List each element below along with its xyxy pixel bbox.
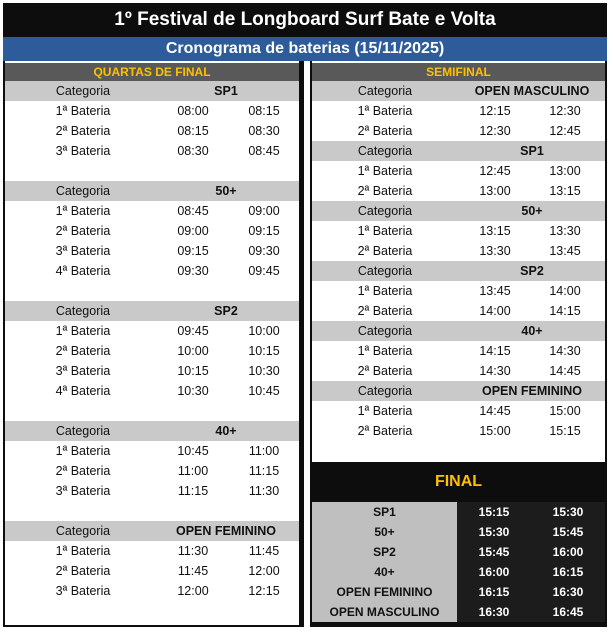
- heat-start-time: 14:45: [479, 404, 511, 418]
- heat-row: [5, 341, 299, 361]
- category-row: [312, 81, 605, 101]
- heat-name: 1ª Bateria: [357, 344, 413, 358]
- final-end-time: 16:00: [531, 542, 605, 562]
- quartas-heading: QUARTAS DE FINAL: [5, 63, 299, 81]
- category-name: OPEN FEMININO: [175, 524, 276, 538]
- heat-end-time: 10:00: [248, 324, 280, 338]
- heat-end-time: 14:45: [549, 364, 581, 378]
- heat-start-time: 08:00: [177, 104, 209, 118]
- final-end-time: 15:30: [531, 502, 605, 522]
- schedule-subtitle: Cronograma de baterias (15/11/2025): [3, 37, 607, 61]
- category-row: [312, 201, 605, 221]
- heat-start-time: 11:00: [177, 464, 209, 478]
- heat-end-time: 09:45: [248, 264, 280, 278]
- heat-name: 2ª Bateria: [55, 224, 111, 238]
- heat-end-time: 11:30: [248, 484, 280, 498]
- final-category: OPEN MASCULINO: [312, 602, 457, 622]
- final-row: [312, 602, 605, 622]
- final-start-time: 15:15: [457, 502, 531, 522]
- heat-start-time: 12:00: [177, 584, 209, 598]
- heat-end-time: 15:00: [549, 404, 581, 418]
- heat-row: [312, 341, 605, 361]
- heat-end-time: 13:30: [549, 224, 581, 238]
- heat-name: 2ª Bateria: [357, 244, 413, 258]
- heat-name: 1ª Bateria: [357, 224, 413, 238]
- category-label: Categoria: [357, 384, 413, 398]
- heat-row: [312, 361, 605, 381]
- category-name: SP1: [520, 144, 544, 158]
- heat-start-time: 08:15: [177, 124, 209, 138]
- heat-start-time: 11:45: [177, 564, 209, 578]
- heat-name: 3ª Bateria: [55, 584, 111, 598]
- heat-name: 3ª Bateria: [55, 484, 111, 498]
- final-category: 40+: [312, 562, 457, 582]
- final-heading: FINAL: [310, 462, 607, 502]
- category-row: [5, 521, 299, 541]
- heat-name: 1ª Bateria: [55, 204, 111, 218]
- heat-start-time: 09:00: [177, 224, 209, 238]
- heat-end-time: 08:45: [248, 144, 280, 158]
- heat-row: [312, 161, 605, 181]
- category-label: Categoria: [357, 144, 413, 158]
- heat-start-time: 10:45: [177, 444, 209, 458]
- heat-name: 1ª Bateria: [357, 164, 413, 178]
- quartas-panel: [5, 61, 299, 625]
- category-row: [5, 181, 299, 201]
- heat-start-time: 13:45: [479, 284, 511, 298]
- heat-end-time: 12:30: [549, 104, 581, 118]
- heat-end-time: 12:00: [248, 564, 280, 578]
- heat-start-time: 10:15: [177, 364, 209, 378]
- final-end-time: 16:15: [531, 562, 605, 582]
- heat-name: 2ª Bateria: [357, 184, 413, 198]
- final-start-time: 16:15: [457, 582, 531, 602]
- heat-row: [5, 581, 299, 601]
- heat-end-time: 08:15: [248, 104, 280, 118]
- heat-end-time: 11:15: [248, 464, 280, 478]
- heat-start-time: 09:15: [177, 244, 209, 258]
- category-label: Categoria: [55, 424, 111, 438]
- heat-end-time: 10:30: [248, 364, 280, 378]
- heat-row: [312, 101, 605, 121]
- heat-end-time: 09:15: [248, 224, 280, 238]
- heat-start-time: 12:45: [479, 164, 511, 178]
- category-name: 40+: [215, 424, 237, 438]
- event-title: 1º Festival de Longboard Surf Bate e Volta: [3, 3, 607, 37]
- final-category: 50+: [312, 522, 457, 542]
- category-name: 50+: [215, 184, 237, 198]
- heat-row: [312, 301, 605, 321]
- heat-start-time: 12:15: [479, 104, 511, 118]
- category-name: OPEN FEMININO: [481, 384, 582, 398]
- heat-start-time: 11:30: [177, 544, 209, 558]
- heat-start-time: 15:00: [479, 424, 511, 438]
- heat-name: 2ª Bateria: [55, 124, 111, 138]
- final-start-time: 16:00: [457, 562, 531, 582]
- category-name: OPEN MASCULINO: [474, 84, 590, 98]
- right-frame: [310, 61, 607, 627]
- heat-start-time: 11:15: [177, 484, 209, 498]
- heat-start-time: 09:30: [177, 264, 209, 278]
- heat-name: 4ª Bateria: [55, 384, 111, 398]
- heat-name: 1ª Bateria: [357, 104, 413, 118]
- heat-name: 1ª Bateria: [357, 404, 413, 418]
- heat-start-time: 10:30: [177, 384, 209, 398]
- heat-start-time: 14:30: [479, 364, 511, 378]
- heat-row: [5, 541, 299, 561]
- final-end-time: 16:30: [531, 582, 605, 602]
- heat-start-time: 08:45: [177, 204, 209, 218]
- heat-name: 3ª Bateria: [55, 144, 111, 158]
- heat-row: [312, 121, 605, 141]
- final-row: [312, 502, 605, 522]
- category-label: Categoria: [55, 304, 111, 318]
- heat-start-time: 12:30: [479, 124, 511, 138]
- final-end-time: 16:45: [531, 602, 605, 622]
- category-row: [5, 81, 299, 101]
- heat-row: [5, 261, 299, 281]
- heat-start-time: 13:30: [479, 244, 511, 258]
- final-category: OPEN FEMININO: [312, 582, 457, 602]
- heat-name: 1ª Bateria: [357, 284, 413, 298]
- heat-start-time: 09:45: [177, 324, 209, 338]
- heat-name: 1ª Bateria: [55, 444, 111, 458]
- final-row: [312, 522, 605, 542]
- quartas-frame: [3, 61, 304, 627]
- heat-end-time: 14:15: [549, 304, 581, 318]
- category-row: [312, 261, 605, 281]
- heat-end-time: 12:15: [248, 584, 280, 598]
- heat-start-time: 13:00: [479, 184, 511, 198]
- category-row: [312, 321, 605, 341]
- heat-name: 2ª Bateria: [55, 344, 111, 358]
- heat-row: [312, 241, 605, 261]
- category-label: Categoria: [357, 204, 413, 218]
- category-row: [5, 301, 299, 321]
- heat-name: 3ª Bateria: [55, 244, 111, 258]
- category-row: [312, 381, 605, 401]
- heat-name: 2ª Bateria: [357, 424, 413, 438]
- category-label: Categoria: [357, 324, 413, 338]
- category-row: [5, 421, 299, 441]
- category-label: Categoria: [55, 84, 111, 98]
- heat-row: [5, 221, 299, 241]
- heat-start-time: 13:15: [479, 224, 511, 238]
- heat-name: 3ª Bateria: [55, 364, 111, 378]
- category-name: SP2: [520, 264, 544, 278]
- semifinal-panel: [312, 61, 605, 462]
- final-category: SP2: [312, 542, 457, 562]
- category-label: Categoria: [55, 524, 111, 538]
- category-label: Categoria: [357, 264, 413, 278]
- category-name: 40+: [521, 324, 543, 338]
- heat-row: [312, 181, 605, 201]
- final-end-time: 15:45: [531, 522, 605, 542]
- heat-name: 1ª Bateria: [55, 324, 111, 338]
- heat-row: [5, 201, 299, 221]
- category-row: [312, 141, 605, 161]
- final-row: [312, 582, 605, 602]
- heat-row: [5, 321, 299, 341]
- heat-end-time: 15:15: [549, 424, 581, 438]
- heat-row: [5, 561, 299, 581]
- heat-end-time: 08:30: [248, 124, 280, 138]
- heat-row: [312, 421, 605, 441]
- semifinal-heading: SEMIFINAL: [312, 63, 605, 81]
- heat-end-time: 14:30: [549, 344, 581, 358]
- heat-start-time: 14:15: [479, 344, 511, 358]
- final-start-time: 15:45: [457, 542, 531, 562]
- final-category: SP1: [312, 502, 457, 522]
- heat-end-time: 10:15: [248, 344, 280, 358]
- heat-end-time: 09:00: [248, 204, 280, 218]
- heat-name: 4ª Bateria: [55, 264, 111, 278]
- heat-name: 2ª Bateria: [55, 564, 111, 578]
- category-label: Categoria: [55, 184, 111, 198]
- heat-name: 2ª Bateria: [357, 304, 413, 318]
- heat-name: 1ª Bateria: [55, 544, 111, 558]
- heat-row: [312, 221, 605, 241]
- heat-row: [312, 281, 605, 301]
- heat-end-time: 11:45: [248, 544, 280, 558]
- heat-start-time: 08:30: [177, 144, 209, 158]
- final-row: [312, 562, 605, 582]
- heat-start-time: 14:00: [479, 304, 511, 318]
- heat-end-time: 10:45: [248, 384, 280, 398]
- heat-end-time: 13:15: [549, 184, 581, 198]
- heat-row: [5, 441, 299, 461]
- heat-name: 2ª Bateria: [55, 464, 111, 478]
- heat-end-time: 14:00: [549, 284, 581, 298]
- category-label: Categoria: [357, 84, 413, 98]
- heat-name: 2ª Bateria: [357, 124, 413, 138]
- final-start-time: 16:30: [457, 602, 531, 622]
- heat-start-time: 10:00: [177, 344, 209, 358]
- heat-name: 2ª Bateria: [357, 364, 413, 378]
- heat-row: [5, 101, 299, 121]
- heat-row: [5, 381, 299, 401]
- heat-row: [312, 401, 605, 421]
- final-row: [312, 542, 605, 562]
- heat-row: [5, 361, 299, 381]
- heat-name: 1ª Bateria: [55, 104, 111, 118]
- category-name: SP1: [214, 84, 238, 98]
- heat-end-time: 12:45: [549, 124, 581, 138]
- heat-row: [5, 121, 299, 141]
- final-start-time: 15:30: [457, 522, 531, 542]
- heat-end-time: 13:00: [549, 164, 581, 178]
- category-name: SP2: [214, 304, 238, 318]
- heat-row: [5, 141, 299, 161]
- heat-end-time: 13:45: [549, 244, 581, 258]
- category-name: 50+: [521, 204, 543, 218]
- heat-end-time: 09:30: [248, 244, 280, 258]
- heat-row: [5, 241, 299, 261]
- heat-row: [5, 461, 299, 481]
- heat-row: [5, 481, 299, 501]
- heat-end-time: 11:00: [248, 444, 280, 458]
